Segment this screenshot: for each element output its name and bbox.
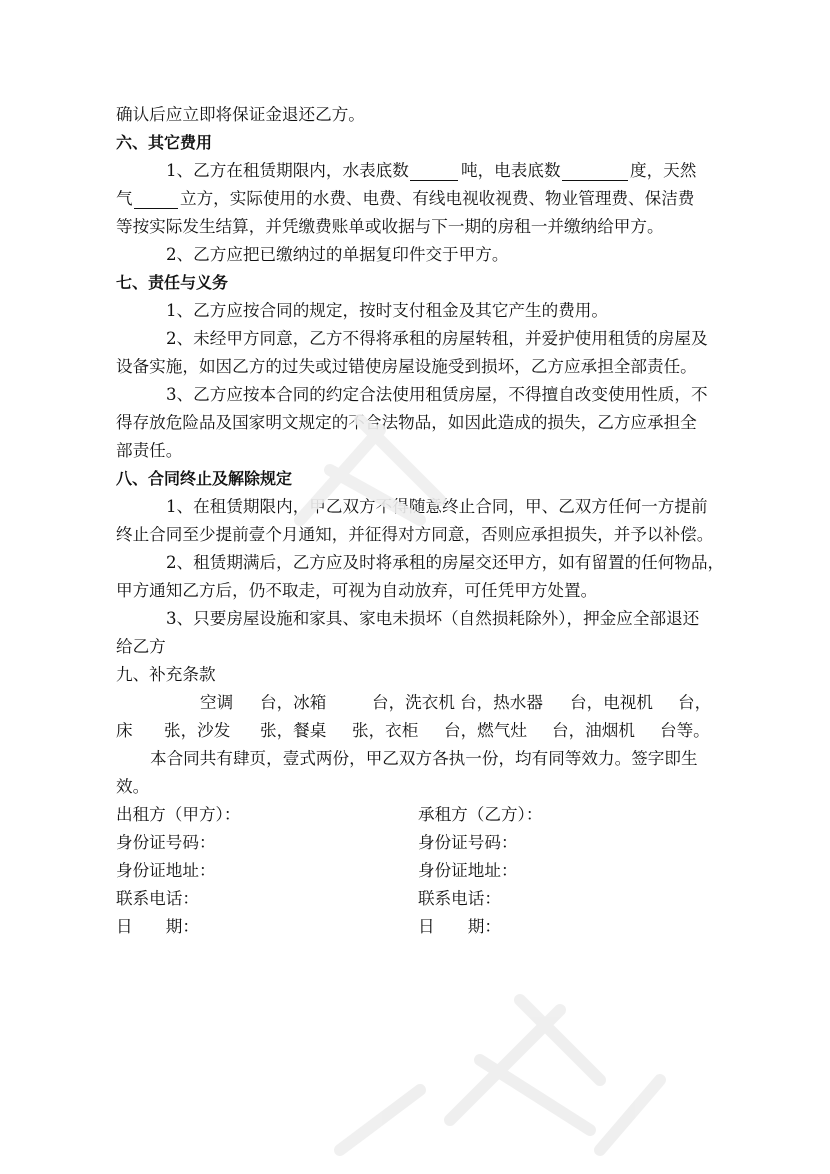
lessee-id-address: 身份证地址： <box>418 861 518 880</box>
document-page: 确认后应立即将保证金退还乙方。 六、其它费用 1、乙方在租赁期限内，水表底数 吨，电表底数 度，天然 气 立方，实际使用的水费、电费、有线电视收视费、物业管理费、保洁费 等按实际发生结算，并凭缴费账单或收据与下一期的房租一并缴纳给甲方。 2、乙方应把已缴纳过的单据复印件交于甲方。 七、责任与义务 1、乙方应按合同的规定，按时支付租金及其它产生的费用。 2、未经甲方同意，乙方不得将承租的房屋转租，并爱护使用租赁的房屋及 设备实施，如因乙方的过失或过错使房屋设施受到损坏，乙方应承担全部责任。 3、乙方应按本合同的约定合法使用租赁房屋，不得擅自改变使用性质，不 得存放危险品及国家明文规定的不合法物品，如因此造成的损失，乙方应承担全 部责任。 八、合同终止及解除规定 1、在租赁期限内，甲乙双方不得随意终止合同，甲、乙双方任何一方提前 终止合同至少提前壹个月通知，并征得对方同意，否则应承担损失，并予以补偿。 2、租赁期满后，乙方应及时将承租的房屋交还甲方，如有留置的任何物品， 甲方通知乙方后，仍不取走，可视为自动放弃，可任凭甲方处置。 3、只要房屋设施和家具、家电未损坏（自然损耗除外），押金应全部退还 给乙方 九、补充条款 空调 台，冰箱 台，洗衣机 台，热水器 台，电视机 台， 床 张，沙发 张，餐桌 张，衣柜 台，燃气灶 台，油烟机 台等。 本合同共有肆页，壹式两份，甲乙双方各执一份，均有同等效力。签字即生 效。 出租方（甲方）： 承租方（乙方）： 身份证号码： 身份证号码： 身份证地址： 身份证地址： 联系电话： 联系电话： 日 期： 日 期： <box>0 0 830 1174</box>
water-meter-blank <box>410 158 458 181</box>
lessor-date: 日 期： <box>116 917 199 936</box>
lessee-phone: 联系电话： <box>418 889 501 908</box>
lessor-label: 出租方（甲方）： <box>116 805 241 824</box>
lessor-phone: 联系电话： <box>116 889 199 908</box>
electric-meter-blank <box>562 158 628 181</box>
gas-meter-blank <box>134 186 178 209</box>
lessee-label: 承租方（乙方）： <box>418 805 543 824</box>
lessee-id-number: 身份证号码： <box>418 833 518 852</box>
lessor-id-address: 身份证地址： <box>116 861 216 880</box>
lessee-date: 日 期： <box>418 917 501 936</box>
lessor-id-number: 身份证号码： <box>116 833 216 852</box>
